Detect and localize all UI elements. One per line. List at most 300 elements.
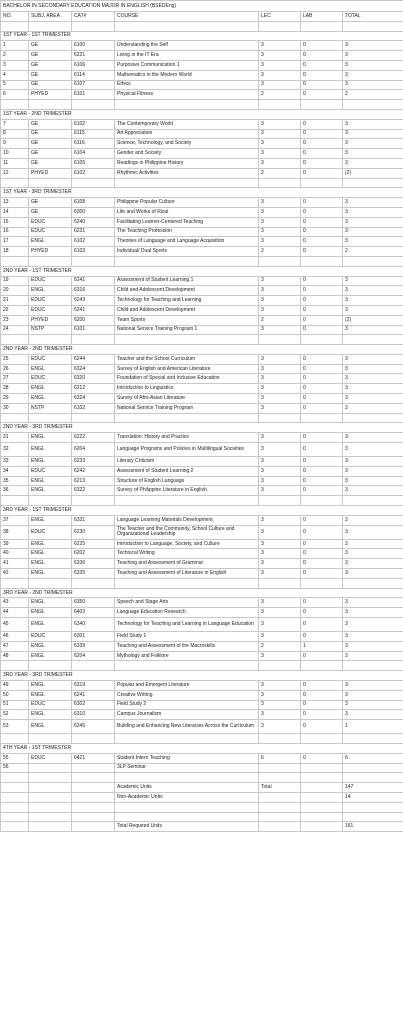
cell-total: 3: [343, 227, 403, 237]
cell-no: 14: [1, 207, 29, 217]
cell-lab: 0: [301, 374, 343, 384]
cell-subj-area: NSTP: [29, 325, 72, 335]
summary-value: 147: [343, 783, 403, 793]
table-row: [1, 763, 403, 773]
cell-subj-area: EDUC: [29, 276, 72, 286]
cell-lab: 0: [301, 700, 343, 710]
cell-lab: 0: [301, 60, 343, 70]
cell-total: 3: [343, 618, 403, 632]
section-header-row: [1, 743, 403, 753]
cell-lec: 3: [259, 384, 301, 394]
spacer-row: [1, 734, 403, 744]
cell-course: Foundation of Special and Inclusive Education: [115, 374, 259, 384]
cell-cat: 6243: [72, 296, 115, 306]
table-row: [1, 207, 403, 217]
cell-lec: 2: [259, 168, 301, 178]
section-header-row: [1, 588, 403, 598]
cell-subj-area: GE: [29, 198, 72, 208]
cell-lec: 2: [259, 247, 301, 257]
cell-cat: 6213: [72, 476, 115, 486]
cell-total: 1: [343, 720, 403, 734]
cell-lab: 0: [301, 443, 343, 457]
cell-cat: 6100: [72, 41, 115, 51]
cell-no: 55: [1, 753, 29, 763]
cell-subj-area: GE: [29, 80, 72, 90]
cell-cat: 6320: [72, 374, 115, 384]
section-label: 3RD YEAR - 3RD TRIMESTER: [1, 671, 403, 681]
cell-total: 3: [343, 632, 403, 642]
cell-lec: 3: [259, 457, 301, 467]
cell-lab: 0: [301, 129, 343, 139]
spacer-row: [1, 335, 403, 345]
cell-total: 3: [343, 305, 403, 315]
table-row: [1, 753, 403, 763]
cell-cat: 6322: [72, 486, 115, 496]
cell-cat: 6115: [72, 129, 115, 139]
table-row: [1, 433, 403, 443]
cell-no: 36: [1, 486, 29, 496]
table-row: [1, 443, 403, 457]
cell-cat: 6340: [72, 618, 115, 632]
table-row: [1, 168, 403, 178]
cell-no: 43: [1, 598, 29, 608]
cell-total: 3: [343, 296, 403, 306]
cell-course: Theories of Language and Language Acquisition: [115, 237, 259, 247]
cell-total: 3: [343, 690, 403, 700]
cell-lab: 0: [301, 70, 343, 80]
table-row: [1, 149, 403, 159]
table-row: [1, 569, 403, 579]
spacer-row: [1, 661, 403, 671]
section-header-row: [1, 671, 403, 681]
cell-total: 3: [343, 559, 403, 569]
cell-subj-area: PHYED: [29, 90, 72, 100]
cell-no: 18: [1, 247, 29, 257]
cell-lab: 0: [301, 325, 343, 335]
cell-subj-area: ENGL: [29, 286, 72, 296]
table-row: [1, 237, 403, 247]
table-row: [1, 515, 403, 525]
cell-subj-area: ENGL: [29, 641, 72, 651]
cell-total: 3: [343, 139, 403, 149]
cell-subj-area: EDUC: [29, 753, 72, 763]
cell-total: 3: [343, 119, 403, 129]
table-row: [1, 41, 403, 51]
cell-lab: 0: [301, 457, 343, 467]
cell-lab: 0: [301, 51, 343, 61]
cell-lec: 3: [259, 690, 301, 700]
section-header-row: [1, 109, 403, 119]
cell-course: Campus Journalism: [115, 710, 259, 720]
cell-lec: 3: [259, 237, 301, 247]
cell-lab: 0: [301, 227, 343, 237]
cell-no: 56: [1, 763, 29, 773]
section-header-row: [1, 506, 403, 516]
cell-no: 30: [1, 403, 29, 413]
cell-no: 34: [1, 466, 29, 476]
cell-lab: 0: [301, 296, 343, 306]
cell-cat: 6200: [72, 315, 115, 325]
spacer-row: [1, 413, 403, 423]
table-row: [1, 364, 403, 374]
cell-cat: 6106: [72, 60, 115, 70]
cell-course: Science, Technology, and Society: [115, 139, 259, 149]
cell-total: 3: [343, 364, 403, 374]
table-row: [1, 394, 403, 404]
cell-course: Introduction to Linguistics: [115, 384, 259, 394]
cell-total: 3: [343, 403, 403, 413]
cell-total: 3: [343, 433, 403, 443]
academic-units-row: [1, 783, 403, 793]
cell-course: Facilitating Learner-Centered Teaching: [115, 217, 259, 227]
cell-lab: 0: [301, 276, 343, 286]
cell-no: 26: [1, 364, 29, 374]
cell-cat: 6204: [72, 651, 115, 661]
cell-course: Teaching and Assessment of Literature in English: [115, 569, 259, 579]
cell-no: 23: [1, 315, 29, 325]
cell-no: 51: [1, 700, 29, 710]
cell-no: 4: [1, 70, 29, 80]
cell-lab: 0: [301, 286, 343, 296]
cell-total: 3: [343, 149, 403, 159]
cell-cat: 6245: [72, 720, 115, 734]
table-row: [1, 217, 403, 227]
summary-label: Total Required Units: [115, 822, 259, 832]
cell-lab: 0: [301, 690, 343, 700]
cell-lec: 3: [259, 158, 301, 168]
cell-total: 3: [343, 443, 403, 457]
cell-lec: 3: [259, 129, 301, 139]
cell-total: 3: [343, 466, 403, 476]
cell-total: 3: [343, 374, 403, 384]
cell-course: Field Study 2: [115, 700, 259, 710]
cell-no: 32: [1, 443, 29, 457]
cell-lec: 6: [259, 753, 301, 763]
table-row: [1, 247, 403, 257]
cell-cat: [72, 763, 115, 773]
cell-course: Child and Adolescent Development: [115, 286, 259, 296]
cell-cat: 6101: [72, 90, 115, 100]
cell-cat: 6102: [72, 237, 115, 247]
cell-course: Survey of English and American Literature: [115, 364, 259, 374]
section-header-row: [1, 188, 403, 198]
curriculum-table-body: [1, 1, 403, 832]
cell-total: 3: [343, 354, 403, 364]
cell-cat: 6101: [72, 325, 115, 335]
cell-cat: 6233: [72, 457, 115, 467]
cell-course: Teaching and Assessment of the Macroskills: [115, 641, 259, 651]
cell-lab: 1: [301, 641, 343, 651]
cell-cat: 6421: [72, 753, 115, 763]
cell-cat: 6331: [72, 515, 115, 525]
cell-total: 3: [343, 325, 403, 335]
cell-lec: 3: [259, 198, 301, 208]
cell-no: 33: [1, 457, 29, 467]
section-label: 3RD YEAR - 1ST TRIMESTER: [1, 506, 403, 516]
table-row: [1, 457, 403, 467]
cell-no: 15: [1, 217, 29, 227]
cell-total: (2): [343, 315, 403, 325]
section-label: 2ND YEAR - 3RD TRIMESTER: [1, 423, 403, 433]
section-label: 4TH YEAR - 1ST TRIMESTER: [1, 743, 403, 753]
cell-course: Survey of Philippine Literature in English: [115, 486, 259, 496]
cell-total: 3: [343, 515, 403, 525]
table-row: [1, 384, 403, 394]
cell-course: Field Study 1: [115, 632, 259, 642]
cell-total: 3: [343, 41, 403, 51]
cell-subj-area: EDUC: [29, 374, 72, 384]
cell-course: Assessment of Student Learning 1: [115, 276, 259, 286]
cell-course: Mathematics in the Modern World: [115, 70, 259, 80]
cell-lec: 3: [259, 325, 301, 335]
header-row: [1, 12, 403, 22]
cell-no: 37: [1, 515, 29, 525]
spacer-row: [1, 21, 403, 31]
section-header-row: [1, 31, 403, 41]
cell-total: 6: [343, 753, 403, 763]
cell-total: [343, 763, 403, 773]
cell-subj-area: GE: [29, 129, 72, 139]
cell-total: 3: [343, 569, 403, 579]
cell-subj-area: ENGL: [29, 443, 72, 457]
cell-course: Survey of Afro-Asian Literature: [115, 394, 259, 404]
cell-lec: [259, 763, 301, 773]
cell-course: Language Education Research: [115, 608, 259, 618]
cell-subj-area: GE: [29, 119, 72, 129]
cell-lec: 3: [259, 51, 301, 61]
cell-lec: 3: [259, 374, 301, 384]
cell-lec: 3: [259, 525, 301, 539]
cell-lab: 0: [301, 632, 343, 642]
cell-cat: 6300: [72, 207, 115, 217]
cell-no: 31: [1, 433, 29, 443]
cell-lec: 3: [259, 305, 301, 315]
cell-subj-area: ENGL: [29, 608, 72, 618]
section-header-row: [1, 423, 403, 433]
cell-cat: 6103: [72, 247, 115, 257]
cell-cat: 6319: [72, 681, 115, 691]
table-row: [1, 641, 403, 651]
cell-lab: 0: [301, 525, 343, 539]
table-row: [1, 305, 403, 315]
cell-lec: 3: [259, 569, 301, 579]
spacer-row: [1, 578, 403, 588]
cell-subj-area: NSTP: [29, 403, 72, 413]
cell-cat: 6212: [72, 384, 115, 394]
spacer-row: [1, 812, 403, 822]
cell-course: The Teacher and the Community, School Culture and Organizational Leadership: [115, 525, 259, 539]
cell-no: 41: [1, 559, 29, 569]
cell-no: 12: [1, 168, 29, 178]
cell-lab: 0: [301, 720, 343, 734]
cell-no: 17: [1, 237, 29, 247]
cell-no: 21: [1, 296, 29, 306]
cell-no: 29: [1, 394, 29, 404]
table-row: [1, 608, 403, 618]
cell-cat: 6242: [72, 466, 115, 476]
cell-subj-area: ENGL: [29, 710, 72, 720]
table-row: [1, 476, 403, 486]
cell-lab: [301, 763, 343, 773]
table-row: [1, 681, 403, 691]
cell-no: 27: [1, 374, 29, 384]
cell-lab: 0: [301, 466, 343, 476]
table-row: [1, 286, 403, 296]
cell-no: 38: [1, 525, 29, 539]
cell-cat: 6221: [72, 51, 115, 61]
table-row: [1, 690, 403, 700]
table-row: [1, 51, 403, 61]
cell-total: 3: [343, 651, 403, 661]
summary-total-label: Total: [259, 783, 301, 793]
cell-lec: 3: [259, 598, 301, 608]
cell-lec: 3: [259, 539, 301, 549]
cell-subj-area: GE: [29, 149, 72, 159]
cell-cat: 6244: [72, 354, 115, 364]
cell-no: 5: [1, 80, 29, 90]
cell-subj-area: PHYED: [29, 247, 72, 257]
table-row: [1, 60, 403, 70]
cell-no: 48: [1, 651, 29, 661]
cell-subj-area: PHYED: [29, 168, 72, 178]
cell-lab: 0: [301, 158, 343, 168]
cell-lec: 3: [259, 608, 301, 618]
cell-total: 3: [343, 129, 403, 139]
cell-no: 9: [1, 139, 29, 149]
cell-course: Life and Works of Rizal: [115, 207, 259, 217]
cell-cat: 6324: [72, 364, 115, 374]
total-required-units-row: [1, 822, 403, 832]
table-row: [1, 486, 403, 496]
cell-lab: 0: [301, 168, 343, 178]
cell-lab: 0: [301, 41, 343, 51]
cell-course: The Contemporary World: [115, 119, 259, 129]
cell-lab: 0: [301, 384, 343, 394]
cell-course: Gender and Society: [115, 149, 259, 159]
cell-no: 11: [1, 158, 29, 168]
cell-total: 3: [343, 60, 403, 70]
cell-lab: 0: [301, 753, 343, 763]
cell-lec: 3: [259, 41, 301, 51]
table-row: [1, 618, 403, 632]
non-academic-units-row: [1, 792, 403, 802]
table-row: [1, 549, 403, 559]
cell-no: 39: [1, 539, 29, 549]
header-total: TOTAL: [343, 12, 403, 22]
cell-subj-area: EDUC: [29, 466, 72, 476]
summary-label: Non-Academic Units: [115, 792, 259, 802]
cell-course: Understanding the Self: [115, 41, 259, 51]
cell-course: National Service Training Program: [115, 403, 259, 413]
cell-lab: 0: [301, 539, 343, 549]
cell-lab: 0: [301, 315, 343, 325]
cell-total: 3: [343, 158, 403, 168]
cell-total: 3: [343, 710, 403, 720]
cell-lab: 0: [301, 476, 343, 486]
cell-cat: 6339: [72, 641, 115, 651]
cell-lec: 3: [259, 559, 301, 569]
cell-total: 3: [343, 525, 403, 539]
spacer-row: [1, 802, 403, 812]
cell-total: 3: [343, 598, 403, 608]
cell-lab: 0: [301, 237, 343, 247]
cell-lec: 3: [259, 632, 301, 642]
cell-lec: 3: [259, 286, 301, 296]
cell-subj-area: ENGL: [29, 384, 72, 394]
cell-no: 52: [1, 710, 29, 720]
cell-course: Living in the IT Era: [115, 51, 259, 61]
cell-subj-area: ENGL: [29, 515, 72, 525]
cell-cat: 6316: [72, 286, 115, 296]
cell-subj-area: ENGL: [29, 651, 72, 661]
cell-no: 42: [1, 569, 29, 579]
cell-cat: 6102: [72, 403, 115, 413]
cell-cat: 6114: [72, 70, 115, 80]
section-label: 3RD YEAR - 2ND TRIMESTER: [1, 588, 403, 598]
section-label: 1ST YEAR - 2ND TRIMESTER: [1, 109, 403, 119]
cell-no: 44: [1, 608, 29, 618]
header-lec: LEC: [259, 12, 301, 22]
header-lab: LAB: [301, 12, 343, 22]
cell-lec: 3: [259, 227, 301, 237]
table-row: [1, 129, 403, 139]
cell-lab: 0: [301, 80, 343, 90]
cell-cat: 6302: [72, 700, 115, 710]
table-row: [1, 139, 403, 149]
table-row: [1, 119, 403, 129]
cell-cat: 6102: [72, 119, 115, 129]
cell-cat: 6231: [72, 227, 115, 237]
cell-subj-area: ENGL: [29, 539, 72, 549]
cell-course: National Service Training Program 1: [115, 325, 259, 335]
header-cat: CAT#: [72, 12, 115, 22]
cell-lec: 3: [259, 403, 301, 413]
spacer-row: [1, 256, 403, 266]
cell-total: 3: [343, 207, 403, 217]
cell-lec: 2: [259, 315, 301, 325]
cell-lec: 3: [259, 515, 301, 525]
cell-total: 3: [343, 539, 403, 549]
cell-cat: 6230: [72, 525, 115, 539]
cell-total: 3: [343, 681, 403, 691]
cell-total: 3: [343, 80, 403, 90]
cell-cat: 6403: [72, 608, 115, 618]
cell-no: 35: [1, 476, 29, 486]
table-row: [1, 632, 403, 642]
cell-cat: 6350: [72, 598, 115, 608]
table-row: [1, 651, 403, 661]
cell-lab: 0: [301, 549, 343, 559]
cell-lec: 3: [259, 443, 301, 457]
cell-no: 25: [1, 354, 29, 364]
cell-course: Art Appreciation: [115, 129, 259, 139]
cell-lab: 0: [301, 394, 343, 404]
cell-course: Purposive Communication 1: [115, 60, 259, 70]
cell-lab: 0: [301, 403, 343, 413]
cell-no: 3: [1, 60, 29, 70]
cell-lec: 3: [259, 60, 301, 70]
cell-subj-area: ENGL: [29, 457, 72, 467]
cell-lec: 3: [259, 70, 301, 80]
cell-lab: 0: [301, 433, 343, 443]
summary-value: 161: [343, 822, 403, 832]
cell-lec: 3: [259, 80, 301, 90]
table-row: [1, 70, 403, 80]
cell-lec: 3: [259, 217, 301, 227]
cell-total: 3: [343, 476, 403, 486]
cell-total: (2): [343, 168, 403, 178]
cell-total: 3: [343, 700, 403, 710]
